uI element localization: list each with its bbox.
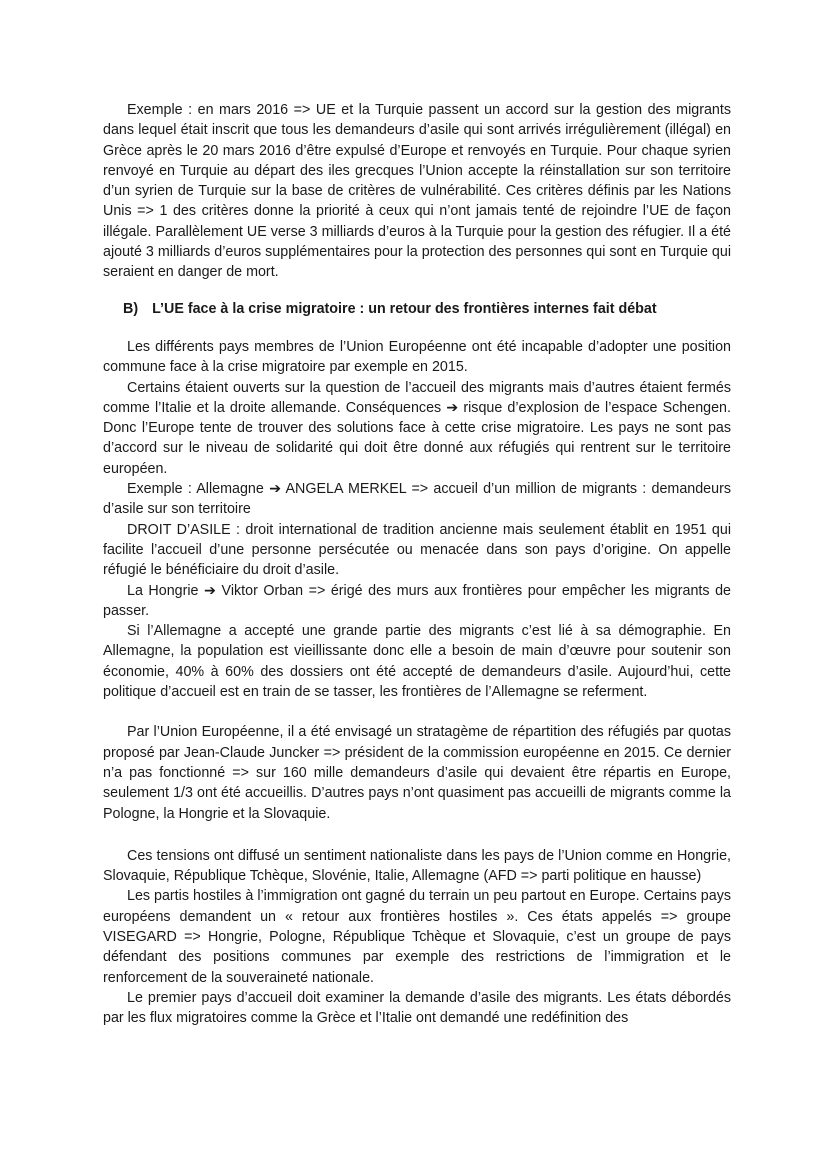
paragraph-5-part-a: La Hongrie (127, 582, 199, 599)
paragraph-5-part-b: Viktor Orban => érigé des murs aux frontières pour empêcher les migrants de passer. (103, 582, 731, 619)
paragraph-9: Les partis hostiles à l’immigration ont gagné du terrain un peu partout en Europe. Certains pays européens demandent un « retour aux frontières hostiles ». Ces états appelés => groupe VISEGARD => Hongrie, Pologne, République Tchèque et Slovaquie, c’est un groupe de pays défendant des positions communes par exemple des restrictions de l’immigration et le renforcement de la souveraineté nationale. (103, 888, 731, 986)
arrow-right-icon: ➔ (269, 481, 282, 498)
paragraph-3 (103, 479, 731, 520)
paragraph-7: Par l’Union Européenne, il a été envisagé un stratagème de répartition des réfugiés par quotas proposé par Jean-Claude Juncker => président de la commission européenne en 2015. Ce dernier n’a pas fonctionné => sur 160 mille demandeurs d’asile qui devaient être répartis en Europe, seulement 1/3 ont été accueillis. D’autres pays n’ont quasiment pas accueilli de migrants comme la Pologne, la Hongrie et la Slovaquie. (103, 724, 731, 822)
paragraph-10: Le premier pays d’accueil doit examiner la demande d’asile des migrants. Les états débordés par les flux migratoires comme la Grèce et l’Italie ont demandé une redéfinition des (103, 989, 731, 1027)
paragraph-2-part-b: risque d’explosion de l’espace Schengen. Donc l’Europe tente de trouver des solutions face à cette crise migratoire. Les pays ne sont pas d’accord sur le niveau de solidarité qui doit être donné aux réfugiés qui rentrent sur le territoire européen. (103, 399, 731, 477)
paragraph-3-part-a: Exemple : Allemagne (127, 481, 264, 498)
paragraph-6: Si l’Allemagne a accepté une grande partie des migrants c’est lié à sa démographie. En Allemagne, la population est vieillissante donc elle a besoin de main d’œuvre pour soutenir son économie, 40% à 60% des dossiers ont été accepté de demandeurs d’asile. Aujourd’hui, cette politique d’accueil est en train de se tasser, les frontières de l’Allemagne se referment. (103, 623, 731, 701)
paragraph-1: Les différents pays membres de l’Union Européenne ont été incapable d’adopter une position commune face à la crise migratoire par exemple en 2015. (103, 338, 731, 376)
paragraph-5 (103, 581, 731, 622)
paragraph-2 (103, 378, 731, 479)
paragraph-3-part-b: ANGELA MERKEL => accueil d’un million de migrants : demandeurs d’asile sur son territoire (103, 481, 731, 518)
paragraph-8: Ces tensions ont diffusé un sentiment nationaliste dans les pays de l’Union comme en Hongrie, Slovaquie, République Tchèque, Slovénie, Italie, Allemagne (AFD => parti politique en hausse) (103, 847, 731, 885)
section-number: B) (123, 300, 139, 317)
paragraph-4: DROIT D’ASILE : droit international de tradition ancienne mais seulement établit en 1951 qui facilite l’accueil d’une personne persécutée ou menacée dans son pays d’origine. On appelle réfugié le bénéficiaire du droit d’asile. (103, 521, 731, 579)
section-title: L’UE face à la crise migratoire : un retour des frontières internes fait débat (152, 300, 657, 317)
arrow-right-icon: ➔ (204, 582, 217, 599)
document-page (103, 100, 731, 1028)
intro-paragraph: Exemple : en mars 2016 => UE et la Turquie passent un accord sur la gestion des migrants dans lequel était inscrit que tous les demandeurs d’asile qui sont arrivés irrégulièrement (illégal) en Grèce après le 20 mars 2016 d’être expulsé d’Europe et renvoyés en Turquie. Pour chaque syrien renvoyé en Turquie au départ des iles grecques l’Union accepte la réinstallation sur son territoire d’un syrien de Turquie sur la base de critères de vulnérabilité. Ces critères définis par les Nations Unis => 1 des critères donne la priorité à ceux qui n’ont jamais tenté de rejoindre l’UE de façon illégale. Parallèlement UE verse 3 milliards d’euros à la Turquie pour la gestion des réfugier. Il a été ajouté 3 milliards d’euros supplémentaires pour la protection des personnes qui sont en Turquie qui seraient en danger de mort. (103, 102, 731, 281)
section-heading (103, 299, 731, 319)
arrow-right-icon: ➔ (446, 399, 459, 416)
paragraph-2-part-a: Certains étaient ouverts sur la question de l’accueil des migrants mais d’autres étaient fermés comme l’Italie et la droite allemande. Conséquences (103, 379, 731, 416)
